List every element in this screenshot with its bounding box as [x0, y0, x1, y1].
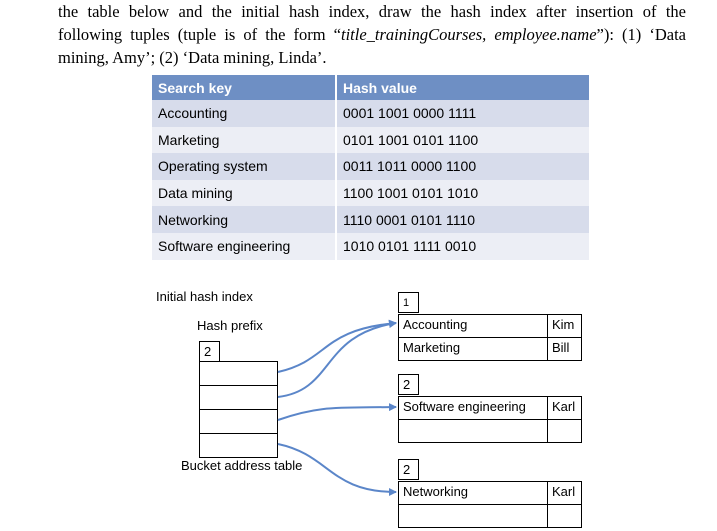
- bucket-address-table-label: Bucket address table: [181, 458, 303, 473]
- search-key-cell: Marketing: [152, 127, 336, 154]
- bucket-3-depth-box: 2: [398, 459, 419, 480]
- header-hash-value: Hash value: [336, 75, 589, 100]
- initial-hash-index-label: Initial hash index: [156, 289, 253, 304]
- hash-prefix-label: Hash prefix: [197, 318, 263, 333]
- global-depth-box: 2: [199, 341, 220, 362]
- paragraph-line-2-suffix: ”): (1) ‘Data: [596, 25, 686, 44]
- bucket-1-depth-box: 1: [398, 292, 419, 313]
- paragraph-line-2-prefix: following tuples (tuple is of the form “: [58, 25, 341, 44]
- hash-value-cell: 0011 1011 0000 1100: [336, 153, 589, 180]
- bucket-1-value-2: Bill: [547, 337, 582, 361]
- bucket-3-value-1: Karl: [547, 481, 582, 505]
- search-key-cell: Software engineering: [152, 233, 336, 260]
- bucket-2-depth-box: 2: [398, 374, 419, 395]
- paragraph-line-2-italic: title_trainingCourses, employee.name: [340, 25, 597, 44]
- bucket-1-key-1: Accounting: [398, 314, 548, 338]
- hash-value-cell: 1010 0101 1111 0010: [336, 233, 589, 260]
- bucket-1-key-2: Marketing: [398, 337, 548, 361]
- bucket-2-value-1: Karl: [547, 396, 582, 420]
- paragraph-line-1: the table below and the initial hash index, draw the hash index after insertion of the: [58, 2, 686, 21]
- pointer-arrow-1: [278, 323, 396, 372]
- bucket-2-key-1: Software engineering: [398, 396, 548, 420]
- search-key-cell: Accounting: [152, 100, 336, 127]
- pointer-arrow-3: [278, 407, 396, 420]
- hash-value-cell: 0101 1001 0101 1100: [336, 127, 589, 154]
- search-key-cell: Operating system: [152, 153, 336, 180]
- paragraph-line-3: mining, Amy’; (2) ‘Data mining, Linda’.: [58, 48, 327, 67]
- hash-value-cell: 1110 0001 0101 1110: [336, 206, 589, 233]
- hash-value-cell: 1100 1001 0101 1010: [336, 180, 589, 207]
- pointer-arrow-4: [278, 444, 396, 492]
- header-search-key: Search key: [152, 75, 336, 100]
- bucket-1-value-1: Kim: [547, 314, 582, 338]
- search-key-cell: Networking: [152, 206, 336, 233]
- pointer-arrow-2: [278, 323, 396, 397]
- hash-value-cell: 0001 1001 0000 1111: [336, 100, 589, 127]
- search-key-cell: Data mining: [152, 180, 336, 207]
- bucket-3-key-1: Networking: [398, 481, 548, 505]
